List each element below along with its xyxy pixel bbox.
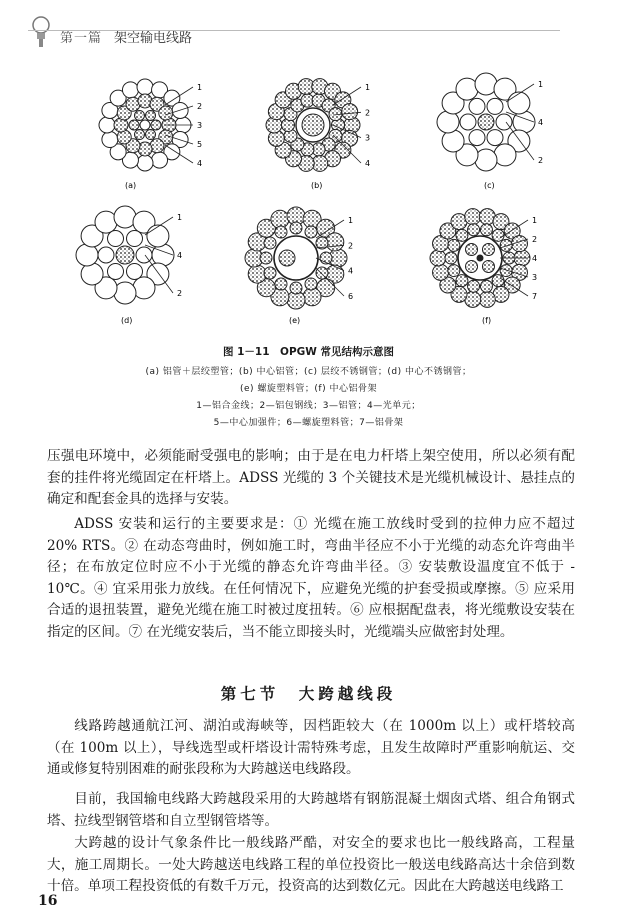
inner-strand: [448, 239, 460, 251]
optical-unit: [482, 244, 494, 256]
inner-strand: [480, 280, 492, 292]
callout-number: 3: [532, 273, 538, 282]
outer-strand: [437, 111, 459, 133]
optical-unit: [466, 260, 478, 272]
inner-strand: [492, 229, 504, 241]
inner-strand: [480, 224, 492, 236]
outer-strand: [137, 79, 153, 95]
outer-strand: [248, 265, 266, 283]
inner-strand: [500, 265, 512, 277]
optical-tube: [151, 120, 161, 130]
figure-sublabel: (d): [121, 316, 133, 325]
inner-strand: [275, 226, 287, 238]
inner-strand: [264, 237, 276, 249]
inner-strand: [487, 98, 503, 114]
callout-number: 2: [365, 108, 371, 118]
figure-caption-line: 5—中心加强件；6—螺旋塑料管；7—铝骨架: [213, 418, 404, 428]
outer-strand: [494, 144, 516, 166]
inner-strand: [469, 130, 485, 146]
paragraph: 压强电环境中，必须能耐受强电的影响；由于是在电力杆塔上架空使用，所以必须有配套的挂件将光缆固定在杆塔上。ADSS 光缆的 3 个关键技术是光缆机械设计、悬挂点的确定和配套金具的选择与安装。: [47, 448, 575, 507]
outer-strand: [475, 73, 497, 95]
inner-strand: [260, 252, 272, 264]
figure-caption-title: 图 1－11 OPGW 常见结构示意图: [222, 346, 395, 358]
outer-strand: [81, 263, 103, 285]
outer-strand: [342, 104, 358, 120]
outer-strand: [114, 282, 136, 304]
inner-strand: [492, 275, 504, 287]
inner-strand: [127, 263, 143, 279]
optical-unit: [279, 250, 295, 266]
callout-number: 2: [348, 241, 354, 251]
callout-number: 4: [197, 159, 203, 168]
figure-caption-line: (a) 铝管＋层绞塑管；(b) 中心铝管；(c) 层绞不锈钢管；(d) 中心不锈钢管；: [145, 367, 472, 377]
page-number: 16: [38, 893, 58, 909]
outer-strand: [114, 206, 136, 228]
callout-number: 3: [197, 121, 203, 130]
outer-strand: [442, 130, 464, 152]
outer-strand: [430, 250, 446, 266]
inner-strand: [448, 265, 460, 277]
center-strength: [140, 120, 150, 130]
callout-number: 1: [348, 216, 354, 225]
callout-number: 6: [348, 292, 354, 301]
outer-strand: [456, 78, 478, 100]
inner-strand: [316, 267, 328, 279]
callout-number: 4: [177, 251, 183, 260]
optical-unit: [482, 260, 494, 272]
callout-number: 2: [532, 235, 538, 244]
outer-strand: [513, 111, 535, 133]
paragraph: ADSS 安装和运行的主要要求是：① 光缆在施工放线时受到的拉伸力应不超过 20% RTS。② 在动态弯曲时，例如施工时，弯曲半径应不小于光缆的动态允许弯曲半径；在布放定位时应不小于光缆的静态允许弯曲半径。③ 安装敷设温度宜不低于 - 10℃。④ 宜采用张力放线。在任何情况下，应避免光缆的护套受损或摩擦。⑤ 应采用合适的退扭装置，避免光缆在施工时被过度扭转。⑥ 应根据配盘表，将光缆敷设安装在指定的区间。⑦ 在光缆安装后，当不能立即接头时，光缆端头应做密封处理。: [47, 516, 575, 640]
inner-strand: [468, 224, 480, 236]
figure-caption-line: 1—铝合金线；2—铝包钢线；3—铝管；4—光单元；: [196, 401, 421, 411]
outer-strand: [133, 277, 155, 299]
header-part: 第一篇: [60, 31, 103, 46]
inner-strand: [445, 252, 457, 264]
optical-tube: [129, 120, 139, 130]
inner-strand: [98, 247, 114, 263]
outer-strand: [152, 152, 168, 168]
outer-strand: [122, 82, 138, 98]
inner-strand: [108, 263, 124, 279]
outer-strand: [76, 244, 98, 266]
callout-number: 2: [538, 156, 544, 165]
outer-strand: [147, 225, 169, 247]
paragraph: 目前，我国输电线路大跨越段采用的大跨越塔有钢筋混凝土烟囱式塔、组合角钢式塔、拉线型钢管塔和自立型钢管塔等。: [47, 791, 575, 829]
inner-strand: [305, 226, 317, 238]
outer-strand: [433, 264, 449, 280]
callout-number: 1: [177, 213, 183, 222]
figure-sublabel: (c): [484, 181, 495, 190]
outer-strand: [508, 92, 530, 114]
inner-strand: [305, 278, 317, 290]
optical-tube: [146, 130, 156, 140]
center-strength: [477, 255, 483, 261]
optical-tube: [135, 110, 145, 120]
callout-number: 4: [532, 254, 538, 263]
inner-strand: [275, 278, 287, 290]
outer-strand: [271, 210, 289, 228]
inner-strand: [468, 280, 480, 292]
paragraph: 线路跨越通航江河、湖泊或海峡等，因档距较大（在 1000m 以上）或杆塔较高（在 100m 以上），导线选型或杆塔设计需特殊考虑，且发生故障时严重影响航运、交通或修复特别困难的耐张段称为大跨越送电线路段。: [47, 718, 575, 777]
outer-strand: [479, 291, 495, 307]
inner-strand: [487, 130, 503, 146]
inner-strand: [108, 231, 124, 247]
inner-strand: [264, 267, 276, 279]
callout-number: 4: [348, 266, 354, 276]
optical-unit: [478, 114, 494, 130]
callout-number: 3: [365, 133, 371, 143]
callout-number: 2: [177, 289, 183, 298]
header-chapter: 架空输电线路: [114, 31, 193, 46]
optical-unit: [116, 246, 134, 264]
callout-number: 2: [197, 102, 203, 111]
figure-sublabel: (e): [289, 316, 301, 325]
outer-strand: [137, 155, 153, 171]
inner-strand: [290, 222, 302, 234]
figure-sublabel: (a): [125, 181, 137, 190]
optical-tube: [135, 130, 145, 140]
paragraph: 大跨越的设计气象条件比一般线路严酷，对安全的要求也比一般线路高，工程量大，施工周期长。一处大跨越送电线路工程的单位投资比一般送电线路高达十余倍到数十倍。单项工程投资低的有数千万元，投资高的达到数亿元。因此在大跨越送电线路工: [47, 835, 575, 894]
inner-strand: [127, 231, 143, 247]
outer-strand: [102, 132, 118, 148]
outer-strand: [95, 211, 117, 233]
outer-strand: [99, 117, 115, 133]
outer-strand: [465, 209, 481, 225]
figure-canvas: [0, 0, 617, 340]
figure-sublabel: (f): [482, 316, 492, 325]
figure-sublabel: (b): [311, 181, 323, 190]
inner-strand: [496, 114, 512, 130]
outer-strand: [152, 244, 174, 266]
outer-strand: [326, 233, 344, 251]
inner-strand: [460, 114, 476, 130]
inner-strand: [469, 98, 485, 114]
callout-number: 1: [538, 80, 544, 89]
callout-number: 1: [365, 83, 371, 92]
figure-caption-line: (e) 螺旋塑料管；(f) 中心铝骨架: [240, 384, 377, 394]
inner-strand: [456, 275, 468, 287]
optical-tube: [146, 110, 156, 120]
callout-number: 1: [197, 83, 203, 92]
inner-strand: [290, 282, 302, 294]
section-title: 第七节 大跨越线段: [220, 684, 397, 703]
outer-strand: [303, 288, 321, 306]
callout-number: 4: [538, 118, 544, 127]
callout-number: 1: [532, 216, 538, 225]
optical-unit: [302, 114, 324, 136]
optical-unit: [466, 244, 478, 256]
callout-number: 5: [197, 140, 203, 149]
callout-number: 7: [532, 292, 538, 301]
callout-number: 4: [365, 159, 371, 168]
inner-strand: [456, 229, 468, 241]
inner-strand: [500, 239, 512, 251]
outer-strand: [475, 149, 497, 171]
